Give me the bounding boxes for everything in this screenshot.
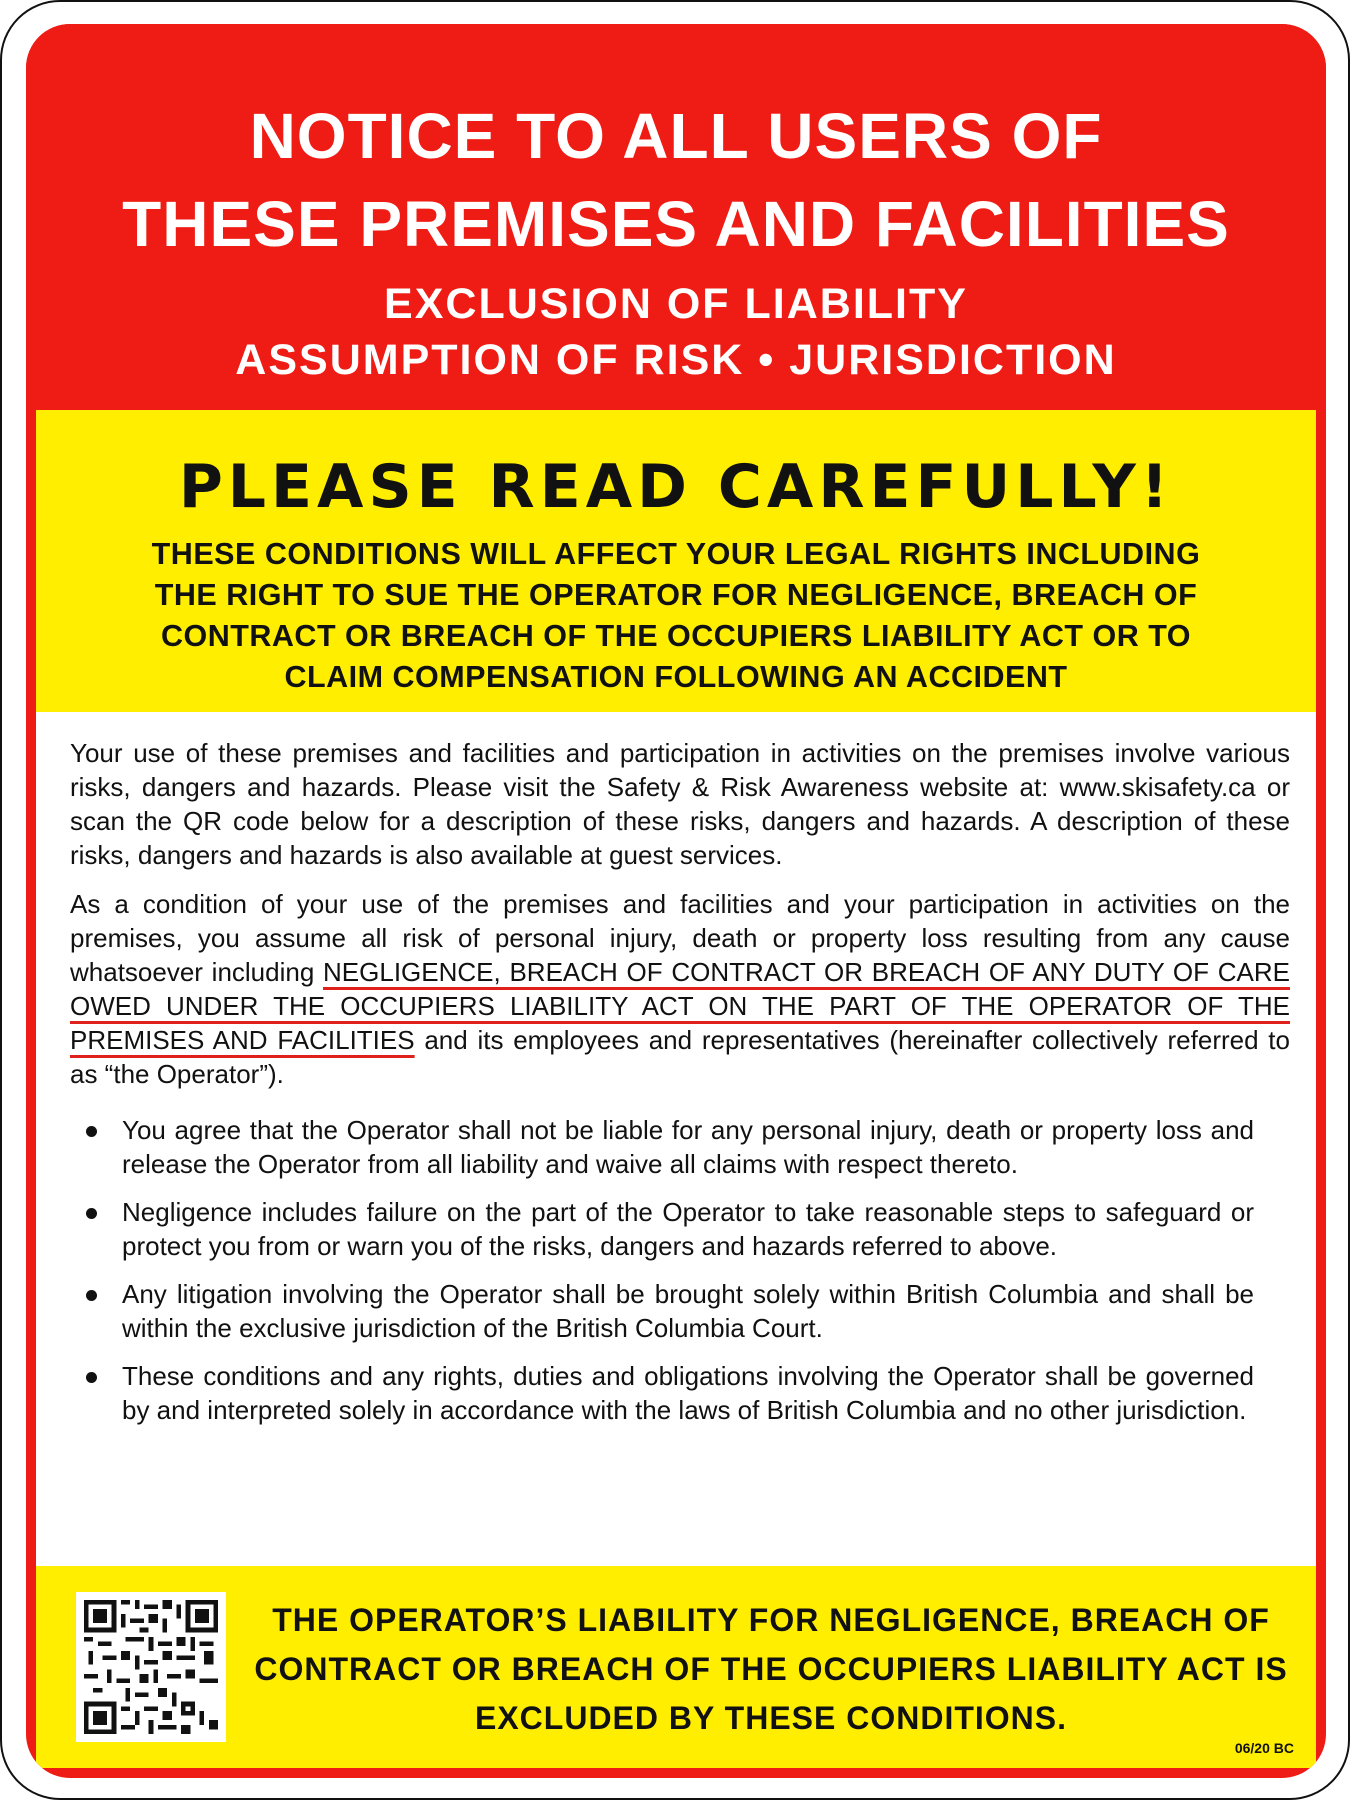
sign-code: 06/20 BC xyxy=(1234,1740,1294,1756)
exclusion-banner xyxy=(36,1566,1316,1768)
terms-body xyxy=(70,736,1290,1441)
notice-subtitle-line: ASSUMPTION OF RISK • JURISDICTION xyxy=(235,336,1117,384)
bullet-icon xyxy=(86,1290,97,1301)
warning-line: CONTRACT OR BREACH OF THE OCCUPIERS LIABILITY ACT OR TO xyxy=(160,619,1192,653)
bullet-icon xyxy=(86,1126,97,1137)
list-item xyxy=(70,1277,1254,1345)
assumption-text: As a condition of your use of the premises and facilities and your participation in activities on the premises, you assume all risk of personal injury, death or property loss resulting from any cause whatsoever including xyxy=(70,889,1290,987)
assumption-text-end: and its employees and representatives (hereinafter collectively referred to as “the Operator”). xyxy=(70,1025,1290,1089)
warning-text xyxy=(36,534,1316,698)
notice-subtitle-line: EXCLUSION OF LIABILITY xyxy=(384,280,968,328)
warning-heading: PLEASE READ CAREFULLY! xyxy=(178,452,1174,522)
qr-code-icon[interactable] xyxy=(76,1592,226,1742)
list-item-text: These conditions and any rights, duties and obligations involving the Operator shall be governed by and interpreted solely in accordance with the laws of British Columbia and no other jurisdiction. xyxy=(122,1361,1254,1425)
conditions-list xyxy=(70,1113,1290,1427)
sign-panel xyxy=(26,24,1326,1778)
warning-line: CLAIM COMPENSATION FOLLOWING AN ACCIDENT xyxy=(284,660,1068,694)
notice-title-line: NOTICE TO ALL USERS OF xyxy=(249,100,1103,172)
bullet-icon xyxy=(86,1208,97,1219)
notice-title xyxy=(26,92,1326,268)
list-item-text: Negligence includes failure on the part of the Operator to take reasonable steps to safeguard or protect you from or warn you of the risks, dangers and hazards referred to above. xyxy=(122,1197,1254,1261)
risk-paragraph: Your use of these premises and facilities and participation in activities on the premises involve various risks, dangers and hazards. Please visit the Safety & Risk Awareness website at: www.skisafety.ca or scan the QR code below for a description of these risks, dangers and hazards. A description of these risks, dangers and hazards is also available at guest services. xyxy=(70,738,1290,870)
warning-line: THE RIGHT TO SUE THE OPERATOR FOR NEGLIGENCE, BREACH OF xyxy=(154,578,1198,612)
bullet-icon xyxy=(86,1372,97,1383)
list-item-text: You agree that the Operator shall not be liable for any personal injury, death or property loss and release the Operator from all liability and waive all claims with respect thereto. xyxy=(122,1115,1254,1179)
list-item-text: Any litigation involving the Operator shall be brought solely within British Columbia and shall be within the exclusive jurisdiction of the British Columbia Court. xyxy=(122,1279,1254,1343)
qr-code-graphic xyxy=(84,1600,218,1734)
red-header xyxy=(26,24,1326,410)
underlined-negligence-text: NEGLIGENCE, BREACH OF CONTRACT OR BREACH OF ANY DUTY OF CARE OWED UNDER THE OCCUPIERS LIABILITY ACT ON THE PART OF THE OPERATOR OF THE PREMISES AND FACILITIES xyxy=(70,957,1290,1055)
exclusion-statement: THE OPERATOR’S LIABILITY FOR NEGLIGENCE, BREACH OF CONTRACT OR BREACH OF THE OCCUPIERS LIABILITY ACT IS EXCLUDED BY THESE CONDITIONS. xyxy=(254,1602,1288,1736)
warning-line: THESE CONDITIONS WILL AFFECT YOUR LEGAL RIGHTS INCLUDING xyxy=(151,537,1201,571)
assumption-paragraph xyxy=(70,887,1290,1091)
list-item xyxy=(70,1359,1254,1427)
notice-title-line: THESE PREMISES AND FACILITIES xyxy=(122,188,1230,260)
notice-subtitle xyxy=(26,276,1326,388)
list-item xyxy=(70,1113,1254,1181)
warning-banner xyxy=(36,410,1316,712)
list-item xyxy=(70,1195,1254,1263)
